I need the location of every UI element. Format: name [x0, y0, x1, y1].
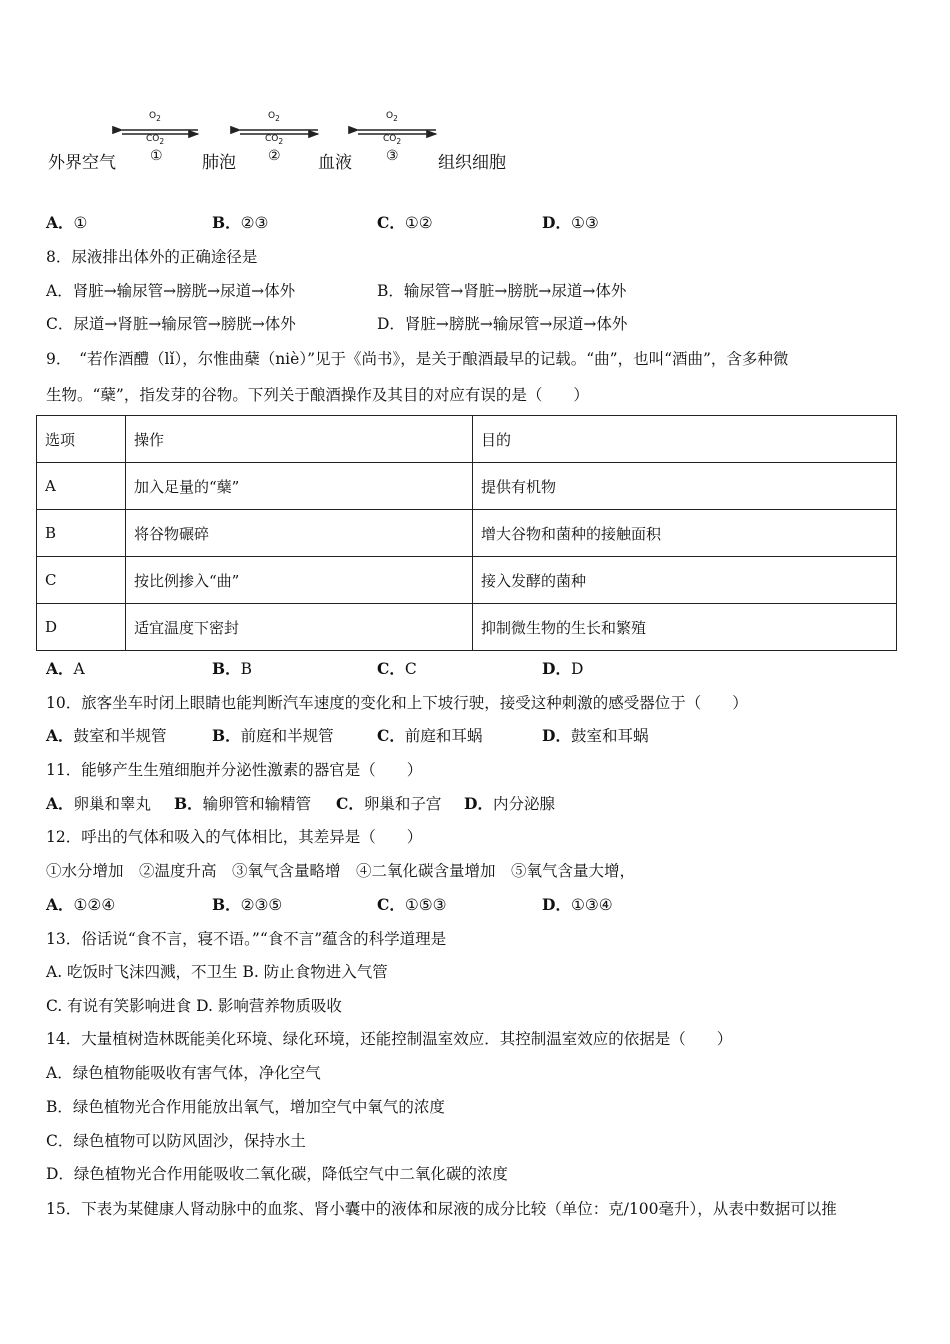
- header-purpose: 目的: [473, 416, 897, 463]
- q9-stem-line-1: 9． “若作酒醴（lǐ），尔惟曲蘖（niè）”见于《尚书》，是关于酿酒最早的记载。“曲”，也叫“酒曲”，含多种微: [46, 350, 789, 368]
- q8-option-c[interactable]: C．尿道→肾脏→输尿管→膀胱→体外: [46, 315, 296, 333]
- q14-option-a[interactable]: A．绿色植物能吸收有害气体，净化空气: [46, 1064, 321, 1082]
- q13-options-line-2[interactable]: C. 有说有笑影响进食 D. 影响营养物质吸收: [46, 997, 342, 1015]
- q12-option-a[interactable]: A．①②④: [46, 895, 116, 914]
- cell-operation: 加入足量的“蘖”: [126, 463, 473, 510]
- q10-stem: 10．旅客坐车时闭上眼睛也能判断汽车速度的变化和上下坡行驶，接受这种刺激的感受器位于（ ）: [46, 694, 748, 712]
- table-row: [37, 557, 897, 604]
- q8-option-a[interactable]: A．肾脏→输尿管→膀胱→尿道→体外: [46, 282, 296, 300]
- q7-option-d[interactable]: D．①③: [542, 213, 599, 232]
- q9-option-d[interactable]: D．D: [542, 659, 584, 678]
- node-alveoli: 肺泡: [202, 153, 236, 173]
- co2-label-1: $CO_2$: [146, 134, 165, 146]
- q9-stem-line-2: 生物。“蘖”，指发芽的谷物。下列关于酿酒操作及其目的对应有误的是（ ）: [46, 386, 589, 404]
- q12-option-c[interactable]: C．①⑤③: [377, 895, 447, 914]
- o2-label-1: $O_2$: [149, 111, 161, 123]
- q10-option-b[interactable]: B．前庭和半规管: [212, 726, 334, 745]
- node-tissue-cells: 组织细胞: [438, 153, 506, 173]
- q11-option-b[interactable]: B．输卵管和输精管: [174, 794, 312, 813]
- cell-option: A: [37, 463, 126, 510]
- q10-option-c[interactable]: C．前庭和耳蜗: [377, 726, 483, 745]
- header-operation: 操作: [126, 416, 473, 463]
- cell-option: D: [37, 604, 126, 651]
- q14-option-d[interactable]: D．绿色植物光合作用能吸收二氧化碳，降低空气中二氧化碳的浓度: [46, 1165, 508, 1183]
- q12-items: ①水分增加 ②温度升高 ③氧气含量略增 ④二氧化碳含量增加 ⑤氧气含量大增，: [46, 862, 636, 880]
- cell-option: B: [37, 510, 126, 557]
- table-header-row: [37, 416, 897, 463]
- q7-option-c[interactable]: C．①②: [377, 213, 433, 232]
- q12-stem: 12．呼出的气体和吸入的气体相比，其差异是（ ）: [46, 828, 423, 846]
- q14-stem: 14．大量植树造林既能美化环境、绿化环境，还能控制温室效应．其控制温室效应的依据是（ ）: [46, 1030, 733, 1048]
- q11-stem: 11．能够产生生殖细胞并分泌性激素的器官是（ ）: [46, 761, 423, 779]
- cell-option: C: [37, 557, 126, 604]
- q8-option-b[interactable]: B．输尿管→肾脏→膀胱→尿道→体外: [377, 282, 627, 300]
- q15-stem: 15．下表为某健康人肾动脉中的血浆、肾小囊中的液体和尿液的成分比较（单位：克/100毫升），从表中数据可以推: [46, 1200, 837, 1218]
- q7-option-a[interactable]: A．①: [46, 213, 88, 232]
- table-row: [37, 604, 897, 651]
- q9-option-b[interactable]: B．B: [212, 659, 252, 678]
- q9-option-c[interactable]: C．C: [377, 659, 417, 678]
- table-row: [37, 463, 897, 510]
- q12-option-d[interactable]: D．①③④: [542, 895, 613, 914]
- q14-option-c[interactable]: C．绿色植物可以防风固沙，保持水土: [46, 1132, 306, 1150]
- q11-option-d[interactable]: D．内分泌腺: [464, 794, 555, 813]
- cell-purpose: 抑制微生物的生长和繁殖: [473, 604, 897, 651]
- q14-option-b[interactable]: B．绿色植物光合作用能放出氧气，增加空气中氧气的浓度: [46, 1098, 445, 1116]
- q10-option-d[interactable]: D．鼓室和耳蜗: [542, 726, 649, 745]
- q12-option-b[interactable]: B．②③⑤: [212, 895, 283, 914]
- node-blood: 血液: [318, 153, 352, 173]
- o2-label-2: $O_2$: [268, 111, 280, 123]
- q11-option-c[interactable]: C．卵巢和子宫: [336, 794, 442, 813]
- cell-operation: 将谷物碾碎: [126, 510, 473, 557]
- cell-purpose: 提供有机物: [473, 463, 897, 510]
- step-number-3: ③: [386, 148, 399, 164]
- table-row: [37, 510, 897, 557]
- step-number-1: ①: [150, 148, 163, 164]
- q9-option-a[interactable]: A．A: [46, 659, 85, 678]
- cell-purpose: 接入发酵的菌种: [473, 557, 897, 604]
- gas-exchange-diagram: [46, 108, 566, 178]
- q13-stem: 13．俗话说“食不言，寝不语。”“食不言”蕴含的科学道理是: [46, 930, 447, 948]
- q13-options-line-1[interactable]: A. 吃饭时飞沫四溅，不卫生 B. 防止食物进入气管: [46, 963, 388, 981]
- header-option: 选项: [37, 416, 126, 463]
- q7-option-b[interactable]: B．②③: [212, 213, 269, 232]
- cell-operation: 适宜温度下密封: [126, 604, 473, 651]
- co2-label-2: $CO_2$: [265, 134, 284, 146]
- o2-label-3: $O_2$: [386, 111, 398, 123]
- q10-option-a[interactable]: A．鼓室和半规管: [46, 726, 167, 745]
- node-outside-air: 外界空气: [48, 153, 116, 173]
- q8-option-d[interactable]: D．肾脏→膀胱→输尿管→尿道→体外: [377, 315, 628, 333]
- cell-operation: 按比例掺入“曲”: [126, 557, 473, 604]
- q8-stem: 8．尿液排出体外的正确途径是: [46, 248, 258, 266]
- q11-option-a[interactable]: A．卵巢和睾丸: [46, 794, 152, 813]
- brewing-table: [36, 415, 897, 651]
- cell-purpose: 增大谷物和菌种的接触面积: [473, 510, 897, 557]
- co2-label-3: $CO_2$: [383, 134, 402, 146]
- gas-arrows: [46, 108, 566, 148]
- step-number-2: ②: [268, 148, 281, 164]
